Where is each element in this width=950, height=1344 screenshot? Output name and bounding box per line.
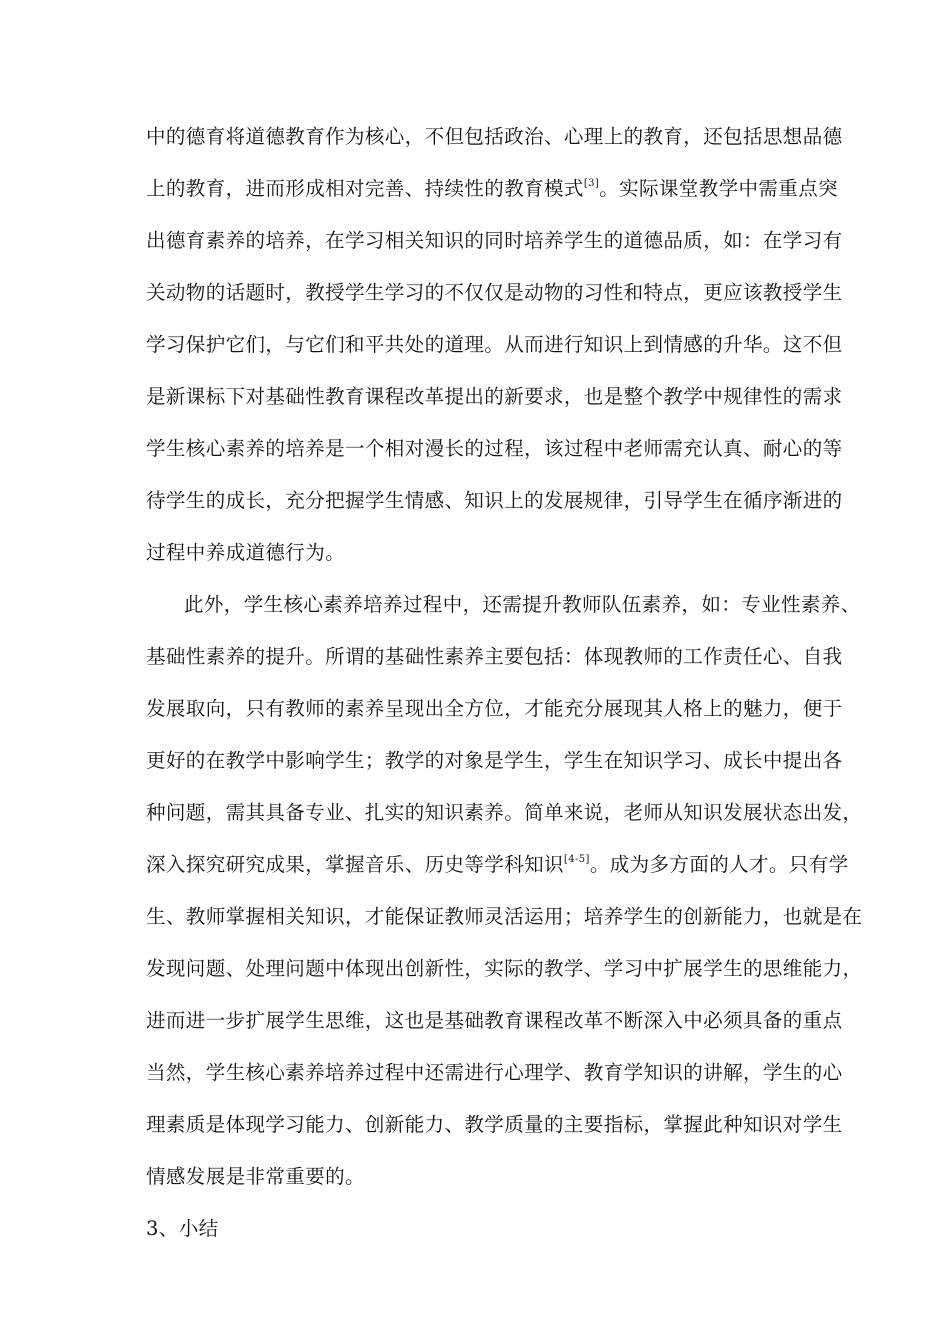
text-line: 基础性素养的提升。所谓的基础性素养主要包括：体现教师的工作责任心、自我 [146,645,843,668]
section-heading: 3、小结 [146,1217,219,1240]
text-line: 发现问题、处理问题中体现出创新性，实际的教学、学习中扩展学生的思维能力， [146,957,863,980]
text-line: 进而进一步扩展学生思维，这也是基础教育课程改革不断深入中必须具备的重点 [146,1009,843,1032]
text-line: 种问题，需其具备专业、扎实的知识素养。简单来说，老师从知识发展状态出发， [146,801,863,824]
citation-ref: [4-5] [563,854,590,865]
text-line: 理素质是体现学习能力、创新能力、教学质量的主要指标，掌握此种知识对学生 [146,1113,843,1136]
text-line: 过程中养成道德行为。 [146,541,346,564]
text-line: 出德育素养的培养，在学习相关知识的同时培养学生的道德品质，如：在学习有 [146,229,843,252]
citation-ref: [3] [583,178,600,189]
text-segment: 深入探究研究成果，掌握音乐、历史等学科知识 [146,853,564,876]
text-line: 学习保护它们，与它们和平共处的道理。从而进行知识上到情感的升华。这不但 [146,333,843,356]
text-segment: 。成为多方面的人才。只有学 [589,853,849,876]
text-line: 当然，学生核心素养培养过程中还需进行心理学、教育学知识的讲解，学生的心 [146,1061,843,1084]
text-line [146,851,849,879]
text-line: 更好的在教学中影响学生；教学的对象是学生，学生在知识学习、成长中提出各 [146,749,843,772]
paragraph-first-line: 此外，学生核心素养培养过程中，还需提升教师队伍素养，如：专业性素养、 [184,593,861,616]
text-line: 中的德育将道德教育作为核心，不但包括政治、心理上的教育，还包括思想品德 [146,125,843,148]
text-line [146,175,838,203]
text-line: 关动物的话题时，教授学生学习的不仅仅是动物的习性和特点，更应该教授学生 [146,281,843,304]
text-line: 学生核心素养的培养是一个相对漫长的过程，该过程中老师需充认真、耐心的等 [146,437,843,460]
text-segment: 。实际课堂教学中需重点突 [599,177,838,200]
text-line: 发展取向，只有教师的素养呈现出全方位，才能充分展现其人格上的魅力，便于 [146,697,843,720]
text-line: 待学生的成长，充分把握学生情感、知识上的发展规律，引导学生在循序渐进的 [146,489,843,512]
text-line: 生、教师掌握相关知识，才能保证教师灵活运用；培养学生的创新能力，也就是在 [146,905,863,928]
text-line: 情感发展是非常重要的。 [146,1165,365,1188]
text-segment: 上的教育，进而形成相对完善、持续性的教育模式 [146,177,584,200]
text-line: 是新课标下对基础性教育课程改革提出的新要求，也是整个教学中规律性的需求 [146,385,843,408]
